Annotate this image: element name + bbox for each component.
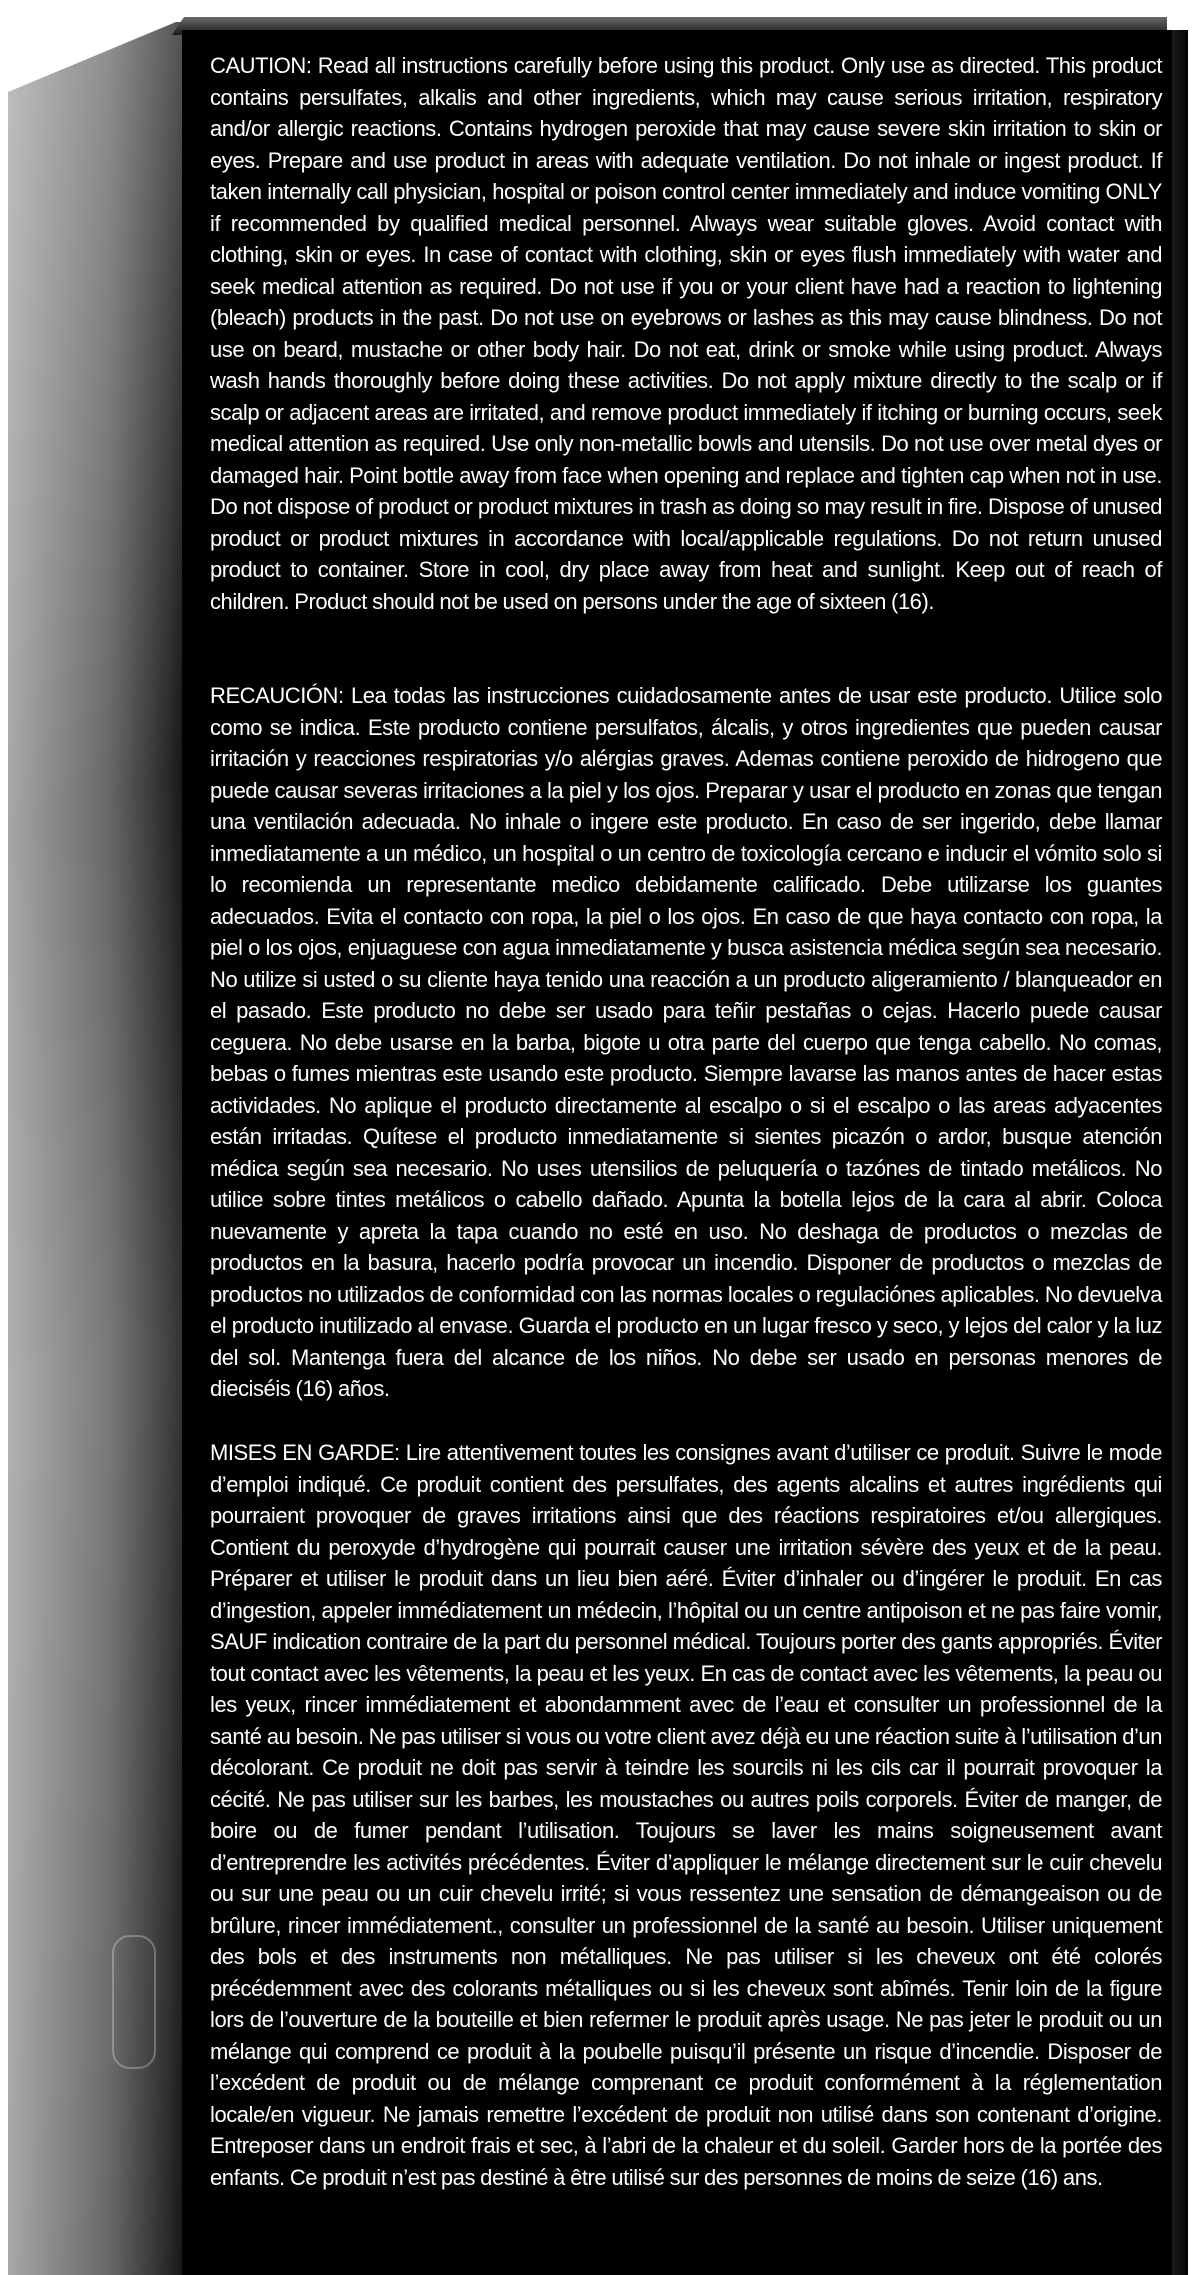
warning-french: MISES EN GARDE: Lire attentivement toutes les consignes avant d’utiliser ce produit. Suivre le mode d’emploi indiqué. Ce produit contient des persulfates, des agents alcalins et autres ingrédients qui pourraient provoquer de graves irritations ainsi que des réactions respiratoires et/ou allergiques. Contient du peroxyde d’hydrogène qui pourrait causer une irritation sévère des yeux et de la peau. Préparer et utiliser le produit dans un lieu bien aéré. Éviter d’inhaler ou d’ingérer le produit. En cas d’ingestion, appeler immédiatement un médecin, l’hôpital ou un centre antipoison et ne pas faire vomir, SAUF indication contraire de la part du personnel médical. Toujours porter des gants appropriés. Éviter tout contact avec les vêtements, la peau et les yeux. En cas de contact avec les vêtements, la peau ou les yeux, rincer immédiatement et abondamment avec de l’eau et consulter un professionnel de la santé au besoin. Ne pas utiliser si vous ou votre client avez déjà eu une réaction suite à l’utilisation d’un décolorant. Ce produit ne doit pas servir à teindre les sourcils ni les cils car il pourrait provoquer la cécité. Ne pas utiliser sur les barbes, les moustaches ou autres poils corporels. Éviter de manger, de boire ou de fumer pendant l’utilisation. Toujours se laver les mains soigneusement avant d’entreprendre les activités précédentes. Éviter d’appliquer le mélange directement sur le cuir chevelu ou sur une peau ou un cuir chevelu irrité; si vous ressentez une sensation de démangeaison ou de brûlure, rincer immédiatement., consulter un professionnel de la santé au besoin. Utiliser uniquement des bols et des instruments non métalliques. Ne pas utiliser si les cheveux ont été colorés précédemment avec des colorants métalliques ou si les cheveux sont abîmés. Tenir loin de la figure lors de l’ouverture de la bouteille et bien refermer le produit après usage. Ne pas jeter le produit ou un mélange qui comprend ce produit à la poubelle puisqu’il présente un risque d’incendie. Disposer de l’excédent de produit ou de mélange comprenant ce produit conformément à la réglementation locale/en vigueur. Ne jamais remettre l’excédent de produit non utilisé dans son contenant d’origine. Entreposer dans un endroit frais et sec, à l’abri de la chaleur et du soleil. Garder hors de la portée des enfants. Ce produit n’est pas destiné à être utilisé sur des personnes de moins de seize (16) ans. <box>210 1440 1162 2190</box>
warning-english: CAUTION: Read all instructions carefully before using this product. Only use as directed. This product contains persulfates, alkalis and other ingredients, which may cause serious irritation, respiratory and/or allergic reactions. Contains hydrogen peroxide that may cause severe skin irritation to skin or eyes. Prepare and use product in areas with adequate ventilation. Do not inhale or ingest product. If taken internally call physician, hospital or poison control center immediately and induce vomiting ONLY if recommended by qualified medical personnel. Always wear suitable gloves. Avoid contact with clothing, skin or eyes. In case of contact with clothing, skin or eyes flush immediately with water and seek medical attention as required. Do not use if you or your client have had a reaction to lightening (bleach) products in the past. Do not use on eyebrows or lashes as this may cause blindness. Do not use on beard, mustache or other body hair. Do not eat, drink or smoke while using product. Always wash hands thoroughly before doing these activities. Do not apply mixture directly to the scalp or if scalp or adjacent areas are irritated, and remove product immediately if itching or burning occurs, seek medical attention as required. Use only non-metallic bowls and utensils. Do not use over metal dyes or damaged hair. Point bottle away from face when opening and replace and tighten cap when not in use. Do not dispose of product or product mixtures in trash as doing so may result in fire. Dispose of unused product or product mixtures in accordance with local/applicable regulations. Do not return unused product to container. Store in cool, dry place away from heat and sunlight. Keep out of reach of children. Product should not be used on persons under the age of sixteen (16). <box>210 53 1162 614</box>
box-right-edge <box>1172 30 1188 2275</box>
box-side-sheen <box>8 22 184 2275</box>
warning-spanish: RECAUCIÓN: Lea todas las instrucciones cuidadosamente antes de usar este producto. Utilice solo como se indica. Este producto contiene persulfatos, álcalis, y otros ingredientes que pueden causar irritación y reacciones respiratorias y/o alérgias graves. Ademas contiene peroxido de hidrogeno que puede causar severas irritaciones a la piel y los ojos. Preparar y usar el producto en zonas que tengan una ventilación adecuada. No inhale o ingere este producto. En caso de ser ingerido, debe llamar inmediatamente a un médico, un hospital o un centro de toxicología cercano e inducir el vómito solo si lo recomienda un representante medico debidamente calificado. Debe utilizarse los guantes adecuados. Evita el contacto con ropa, la piel o los ojos. En caso de que haya contacto con ropa, la piel o los ojos, enjuaguese con agua inmediatamente y busca asistencia médica según sea necesario. No utilize si usted o su cliente haya tenido una reacción a un producto aligeramiento / blanqueador en el pasado. Este producto no debe ser usado para teñir pestañas o cejas. Hacerlo puede causar ceguera. No debe usarse en la barba, bigote u otra parte del cuerpo que tenga cabello. No comas, bebas o fumes mientras este usando este producto. Siempre lavarse las manos antes de hacer estas actividades. No aplique el producto directamente al escalpo o si el escalpo o las areas adyacentes están irritadas. Quítese el producto inmediatamente si sientes picazón o ardor, busque atención médica según sea necesario. No uses utensilios de peluquería o tazónes de tintado metálicos. No utilice sobre tintes metálicos o cabello dañado. Apunta la botella lejos de la cara al abrir. Coloca nuevamente y apreta la tapa cuando no esté en uso. No deshaga de productos o mezclas de productos en la basura, hacerlo podría provocar un incendio. Disponer de productos o mezclas de productos no utilizados de conformidad con las normas locales o regulaciónes aplicables. No devuelva el producto inutilizado al envase. Guarda el producto en un lugar fresco y seco, y lejos del calor y la luz del sol. Mantenga fuera del alcance de los niños. No debe ser usado en personas menores de dieciséis (16) años. <box>210 683 1162 1401</box>
recycle-symbol-icon <box>112 1935 156 2069</box>
